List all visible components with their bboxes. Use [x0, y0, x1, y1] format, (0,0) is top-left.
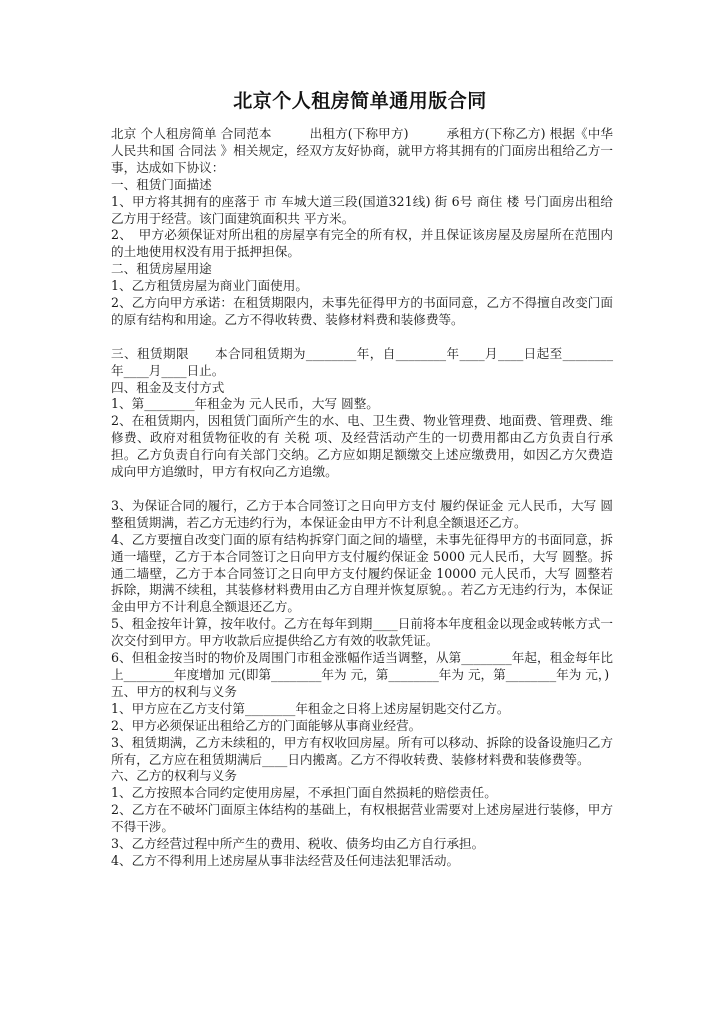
clause-1-1: 1、甲方将其拥有的座落于 市 车城大道三段(国道321线) 街 6号 商住 楼 号门面房出租给乙方用于经营。该门面建筑面积共 平方米。 [111, 193, 613, 226]
clause-6-2: 2、乙方在不破坏门面原主体结构的基础上，有权根据营业需要对上述房屋进行装修，甲方不得干涉。 [111, 802, 613, 835]
section-heading-6: 六、乙方的权利与义务 [111, 768, 237, 784]
clause-5-2: 2、甲方必须保证出租给乙方的门面能够从事商业经营。 [111, 717, 422, 733]
clause-4-5: 5、租金按年计算，按年收付。乙方在每年到期____日前将本年度租金以现金或转帐方式一次交付到甲方。甲方收款后应提供给乙方有效的收款凭证。 [111, 616, 613, 649]
clause-4-2: 2、在租赁期内，因租赁门面所产生的水、电、卫生费、物业管理费、地面费、管理费、维修费、政府对租赁物征收的有 关税 项、及经营活动产生的一切费用都由乙方负责自行承担。乙方负责自行向有关部门交纳。乙方应如期足额缴交上述应缴费用，如因乙方欠费造成向甲方追缴时，甲方有权向乙方追缴。 [111, 413, 613, 480]
clause-4-4: 4、乙方要擅自改变门面的原有结构拆穿门面之间的墙壁，未事先征得甲方的书面同意，拆通一墙壁，乙方于本合同签订之日向甲方支付履约保证金 5000 元人民币，大写 圆整。拆通二墙壁，乙方于本合同签订之日向甲方支付履约保证金 10000 元人民币，大写 圆整若拆除，期满不续租，其装修材料费用由乙方自理并恢复原貌。。若乙方无违约行为，本保证金由甲方不计利息全额退还乙方。 [111, 531, 613, 615]
clause-2-1: 1、乙方租赁房屋为商业门面使用。 [111, 278, 308, 294]
blank-line [111, 329, 613, 346]
clause-4-3: 3、为保证合同的履行，乙方于本合同签订之日向甲方支付 履约保证金 元人民币，大写 圆整租赁期满，若乙方无违约行为，本保证金由甲方不计利息全额退还乙方。 [111, 497, 613, 530]
document-body [111, 126, 613, 870]
clause-2-2: 2、乙方向甲方承诺：在租赁期限内，未事先征得甲方的书面同意，乙方不得擅自改变门面的原有结构和用途。乙方不得收转费、装修材料费和装修费等。 [111, 295, 613, 327]
blank-line [111, 481, 613, 498]
clause-5-3: 3、租赁期满，乙方未续租的，甲方有权收回房屋。所有可以移动、拆除的设备设施归乙方所有，乙方应在租赁期满后____日内搬离。乙方不得收转费、装修材料费和装修费等。 [111, 734, 613, 767]
section-heading-1: 一、租赁门面描述 [111, 176, 212, 192]
clause-4-1: 1、第________年租金为 元人民币，大写 圆整。 [111, 396, 379, 412]
clause-5-1: 1、甲方应在乙方支付第________年租金之日将上述房屋钥匙交付乙方。 [111, 700, 510, 716]
clause-6-1: 1、乙方按照本合同约定使用房屋，不承担门面自然损耗的赔偿责任。 [111, 785, 497, 801]
clause-6-4: 4、乙方不得利用上述房屋从事非法经营及任何违法犯罪活动。 [111, 852, 460, 868]
document-title: 北京个人租房简单通用版合同 [233, 90, 487, 112]
clause-4-6: 6、但租金按当时的物价及周围门市租金涨幅作适当调整，从第________年起，租金每年比上________年度增加 元(即第________年为 元，第________年为 元，第________年为 元，) [111, 650, 613, 682]
section-heading-5: 五、甲方的权利与义务 [111, 683, 237, 699]
clause-1-2: 2、 甲方必须保证对所出租的房屋享有完全的所有权，并且保证该房屋及房屋所在范围内的土地使用权没有用于抵押担保。 [111, 227, 613, 260]
intro-paragraph: 北京 个人租房简单 合同范本 出租方(下称甲方) 承租方(下称乙方) 根据《中华人民共和国 合同法 》相关规定，经双方友好协商，就甲方将其拥有的门面房出租给乙方一事，达成如下协议： [111, 126, 613, 175]
clause-6-3: 3、乙方经营过程中所产生的费用、税收、债务均由乙方自行承担。 [111, 836, 485, 852]
section-heading-2: 二、租赁房屋用途 [111, 261, 212, 277]
section-heading-4: 四、租金及支付方式 [111, 379, 225, 395]
section-heading-3: 三、租赁期限 本合同租赁期为________年，自________年____月____日起至________年____月____日止。 [111, 345, 613, 378]
